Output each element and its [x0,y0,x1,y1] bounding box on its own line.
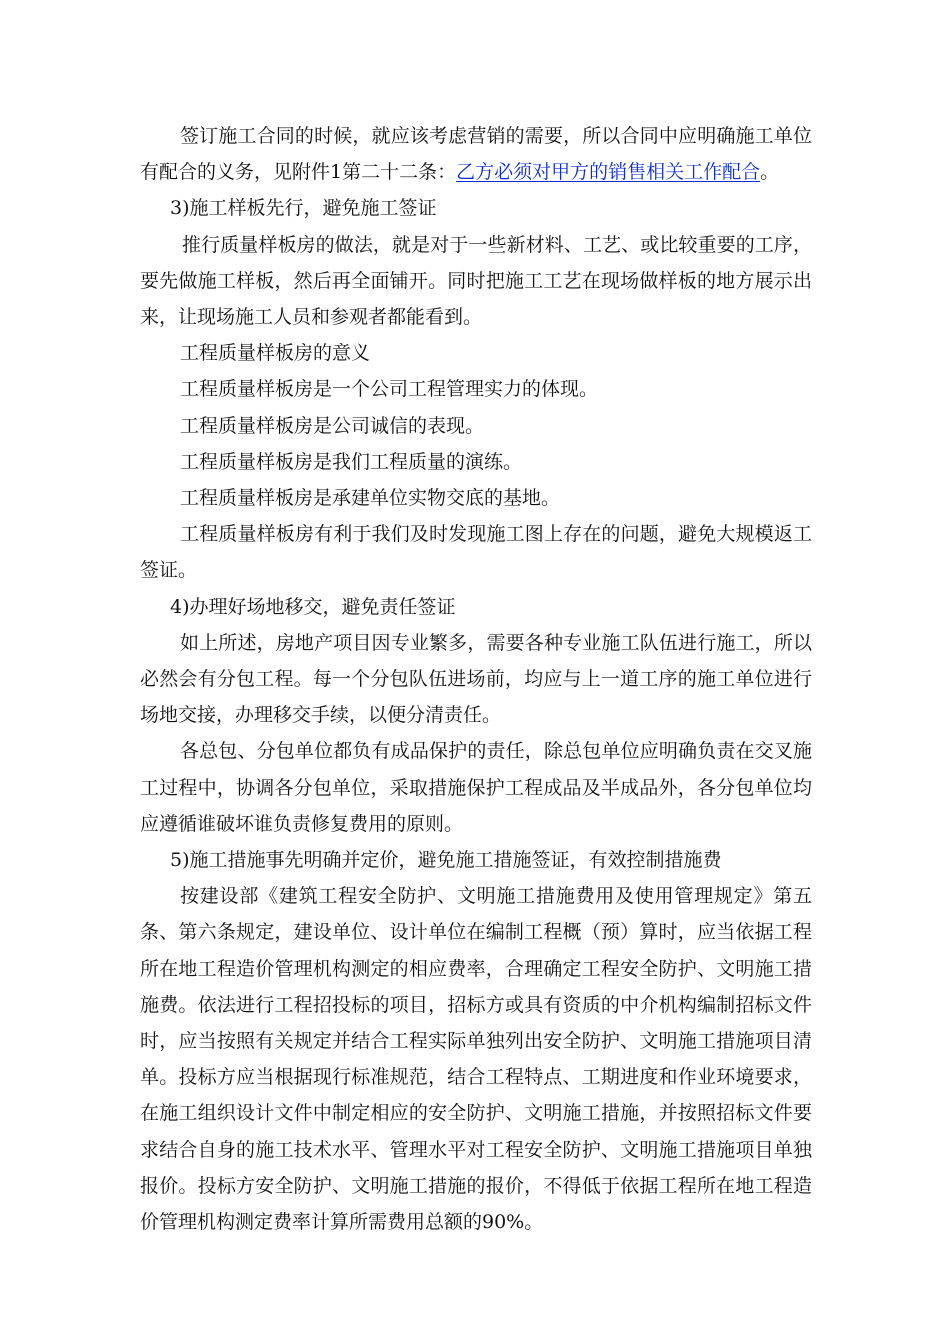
paragraph-text: 签订施工合同的时候，就应该考虑营销的需要，所以合同中应明确施工单位有配合的义务，见附件1第二十二条： [140,125,812,184]
paragraph-meaning-4: 工程质量样板房是承建单位实物交底的基地。 [180,487,561,510]
section-heading-3: 3)施工样板先行，避免施工签证 [170,197,437,220]
paragraph-meaning-2: 工程质量样板房是公司诚信的表现。 [180,414,485,437]
paragraph-contract-marketing [140,118,812,190]
paragraph-meaning-3: 工程质量样板房是我们工程质量的演练。 [180,450,523,473]
document-body [140,118,812,1240]
paragraph-measures-pricing: 按建设部《建筑工程安全防护、文明施工措施费用及使用管理规定》第五条、第六条规定，建设单位、设计单位在编制工程概（预）算时，应当依据工程所在地工程造价管理机构测定的相应费率，合理确定工程安全防护、文明施工措施费。依法进行工程招投标的项目，招标方或具有资质的中介机构编制招标文件时，应当按照有关规定并结合工程实际单独列出安全防护、文明施工措施项目清单。投标方应当根据现行标准规范，结合工程特点、工期进度和作业环境要求，在施工组织设计文件中制定相应的安全防护、文明施工措施，并按照招标文件要求结合自身的施工技术水平、管理水平对工程安全防护、文明施工措施项目单独报价。投标方安全防护、文明施工措施的报价，不得低于依据工程所在地工程造价管理机构测定费率计算所需费用总额的90%。 [140,885,812,1234]
paragraph-sample-room-meaning-title: 工程质量样板房的意义 [180,342,371,365]
section-heading-5: 5)施工措施事先明确并定价，避免施工措施签证，有效控制措施费 [170,849,722,872]
contract-clause-link[interactable]: 乙方必须对甲方的销售相关工作配合 [456,161,761,184]
paragraph-meaning-1: 工程质量样板房是一个公司工程管理实力的体现。 [180,378,599,401]
paragraph-product-protection: 各总包、分包单位都负有成品保护的责任，除总包单位应明确负责在交叉施工过程中，协调各分包单位，采取措施保护工程成品及半成品外，各分包单位均应遵循谁破坏谁负责修复费用的原则。 [140,740,812,835]
section-heading-4: 4)办理好场地移交，避免责任签证 [170,595,456,618]
paragraph-sample-room-practice: 推行质量样板房的做法，就是对于一些新材料、工艺、或比较重要的工序，要先做施工样板，然后再全面铺开。同时把施工工艺在现场做样板的地方展示出来，让现场施工人员和参观者都能看到。 [140,233,812,329]
paragraph-meaning-5: 工程质量样板房有利于我们及时发现施工图上存在的问题，避免大规模返工签证。 [140,523,812,582]
paragraph-text-end: 。 [760,161,780,184]
paragraph-site-handover: 如上所述，房地产项目因专业繁多，需要各种专业施工队伍进行施工，所以必然会有分包工程。每一个分包队伍进场前，均应与上一道工序的施工单位进行场地交接，办理移交手续，以便分清责任。 [140,631,812,727]
